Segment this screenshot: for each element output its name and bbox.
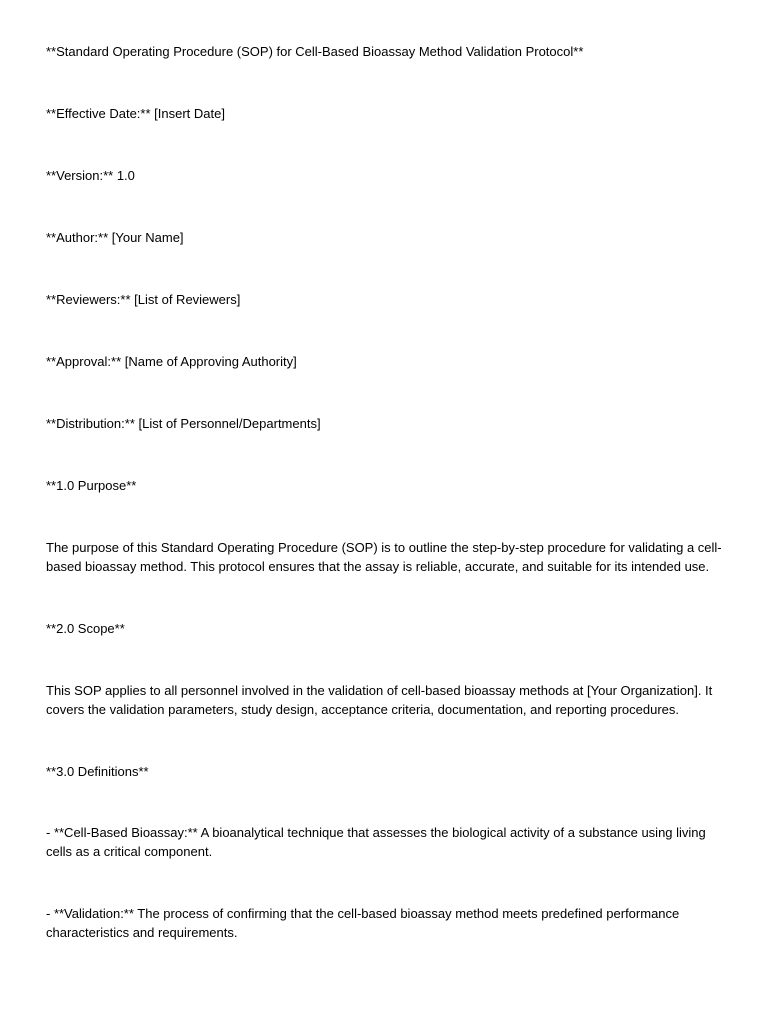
definition-2-line-1: - **Validation:** The process of confirming that the cell-based bioassay method meets predefined performance — [46, 906, 680, 921]
scope-paragraph — [46, 681, 726, 719]
author: **Author:** [Your Name] — [46, 230, 184, 245]
purpose-line-2: based bioassay method. This protocol ensures that the assay is reliable, accurate, and suitable for its intended use. — [46, 559, 710, 574]
purpose-line-1: The purpose of this Standard Operating Procedure (SOP) is to outline the step-by-step procedure for validating a cell- — [46, 540, 722, 555]
definition-2-line-2: characteristics and requirements. — [46, 925, 238, 940]
document-title: **Standard Operating Procedure (SOP) for Cell-Based Bioassay Method Validation Protocol** — [46, 44, 584, 59]
definition-cell-based-bioassay — [46, 823, 726, 861]
version: **Version:** 1.0 — [46, 168, 135, 183]
effective-date: **Effective Date:** [Insert Date] — [46, 106, 225, 121]
scope-line-2: covers the validation parameters, study design, acceptance criteria, documentation, and reporting procedures. — [46, 702, 680, 717]
distribution: **Distribution:** [List of Personnel/Departments] — [46, 416, 321, 431]
scope-line-1: This SOP applies to all personnel involved in the validation of cell-based bioassay methods at [Your Organization]. It — [46, 683, 713, 698]
approval: **Approval:** [Name of Approving Authority] — [46, 354, 297, 369]
definition-1-line-2: cells as a critical component. — [46, 844, 213, 859]
definition-1-line-1: - **Cell-Based Bioassay:** A bioanalytical technique that assesses the biological activity of a substance using living — [46, 825, 706, 840]
purpose-paragraph — [46, 538, 726, 576]
definition-validation — [46, 904, 726, 942]
purpose-heading: **1.0 Purpose** — [46, 478, 137, 493]
scope-heading: **2.0 Scope** — [46, 621, 125, 636]
definitions-heading: **3.0 Definitions** — [46, 764, 149, 779]
reviewers: **Reviewers:** [List of Reviewers] — [46, 292, 241, 307]
